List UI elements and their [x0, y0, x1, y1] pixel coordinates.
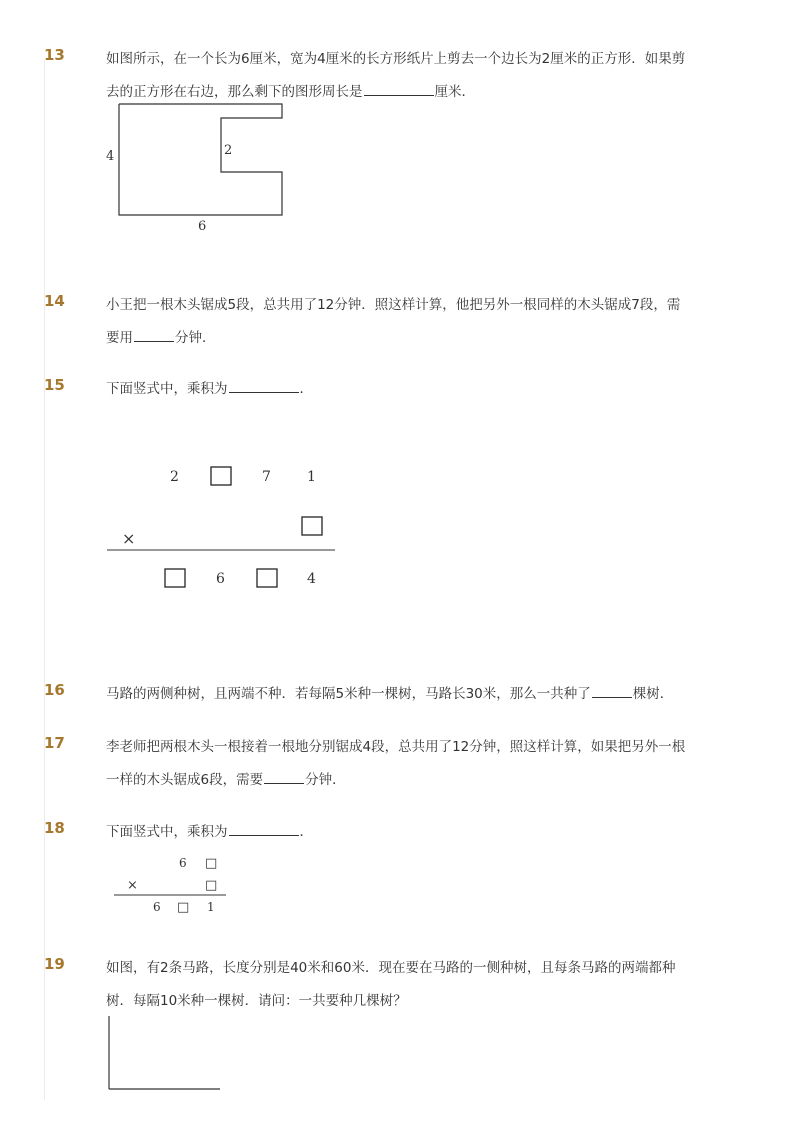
- question-number: 18: [44, 819, 65, 837]
- question-number: 15: [44, 376, 65, 394]
- question-number: 16: [44, 681, 65, 699]
- text-segment: 厘米．: [434, 84, 475, 100]
- question-text-line: [106, 326, 216, 346]
- digit-box: □: [205, 878, 218, 893]
- digit: 1: [307, 469, 316, 485]
- figure-label-height: 4: [106, 149, 115, 164]
- left-margin-rule: [44, 60, 45, 1100]
- digit-box: □: [205, 856, 218, 871]
- roads-figure: [100, 1012, 230, 1092]
- question-number: 13: [44, 46, 65, 64]
- question-text-line: 李老师把两根木头一根接着一根地分别锯成4段，总共用了12分钟，照这样计算，如果把另外一根: [106, 739, 686, 755]
- question-text-line: [106, 820, 313, 840]
- question-text-line: [106, 682, 673, 702]
- text-segment: 要用: [106, 330, 133, 346]
- question-number: 19: [44, 955, 65, 973]
- digit-box: [302, 517, 322, 535]
- answer-blank[interactable]: [229, 380, 299, 393]
- multiplication-figure-large: [100, 455, 340, 595]
- text-segment: ．: [299, 824, 313, 840]
- figure-label-width: 6: [198, 219, 207, 234]
- question-text-line: 如图，有2条马路，长度分别是40米和60米．现在要在马路的一侧种树，且每条马路的两端都种: [106, 960, 676, 976]
- answer-blank[interactable]: [229, 823, 299, 836]
- digit-box: [165, 569, 185, 587]
- text-segment: 去的正方形在右边，那么剩下的图形周长是: [106, 84, 363, 100]
- answer-blank[interactable]: [264, 771, 304, 784]
- question-number: 17: [44, 734, 65, 752]
- question-text-line: 小王把一根木头锯成5段，总共用了12分钟．照这样计算，他把另外一根同样的木头锯成7段，需: [106, 297, 681, 313]
- text-segment: 下面竖式中，乘积为: [106, 381, 228, 397]
- text-segment: 一样的木头锯成6段，需要: [106, 772, 264, 788]
- digit-box: [257, 569, 277, 587]
- text-segment: 分钟．: [305, 772, 346, 788]
- digit: 6: [179, 856, 187, 870]
- digit-box: [211, 467, 231, 485]
- digit: 1: [207, 900, 215, 914]
- digit: 2: [170, 469, 179, 485]
- notched-rectangle-figure: [100, 100, 300, 240]
- text-segment: 棵树．: [632, 686, 674, 702]
- figure-label-notch: 2: [224, 143, 233, 158]
- question-text-line: [106, 377, 313, 397]
- digit: 7: [262, 469, 271, 485]
- multiplication-figure-small: [110, 850, 240, 920]
- question-text-line: 如图所示，在一个长为6厘米，宽为4厘米的长方形纸片上剪去一个边长为2厘米的正方形．如果剪: [106, 51, 686, 67]
- multiply-sign: ×: [122, 529, 136, 548]
- question-text-line: [106, 80, 475, 100]
- text-segment: 马路的两侧种树，且两端不种．若每隔5米种一棵树，马路长30米，那么一共种了: [106, 686, 591, 702]
- digit: 4: [307, 571, 316, 587]
- text-segment: ．: [299, 381, 313, 397]
- answer-blank[interactable]: [364, 83, 434, 96]
- text-segment: 下面竖式中，乘积为: [106, 824, 228, 840]
- text-segment: 分钟．: [175, 330, 216, 346]
- multiply-sign: ×: [127, 878, 138, 893]
- question-text-line: [106, 768, 346, 788]
- question-text-line: 树．每隔10米种一棵树．请问：一共要种几棵树？: [106, 993, 407, 1009]
- digit: 6: [153, 900, 161, 914]
- question-number: 14: [44, 292, 65, 310]
- answer-blank[interactable]: [592, 685, 632, 698]
- digit-box: □: [177, 900, 190, 915]
- digit: 6: [216, 571, 225, 587]
- figure-outline: [119, 104, 282, 215]
- answer-blank[interactable]: [134, 329, 174, 342]
